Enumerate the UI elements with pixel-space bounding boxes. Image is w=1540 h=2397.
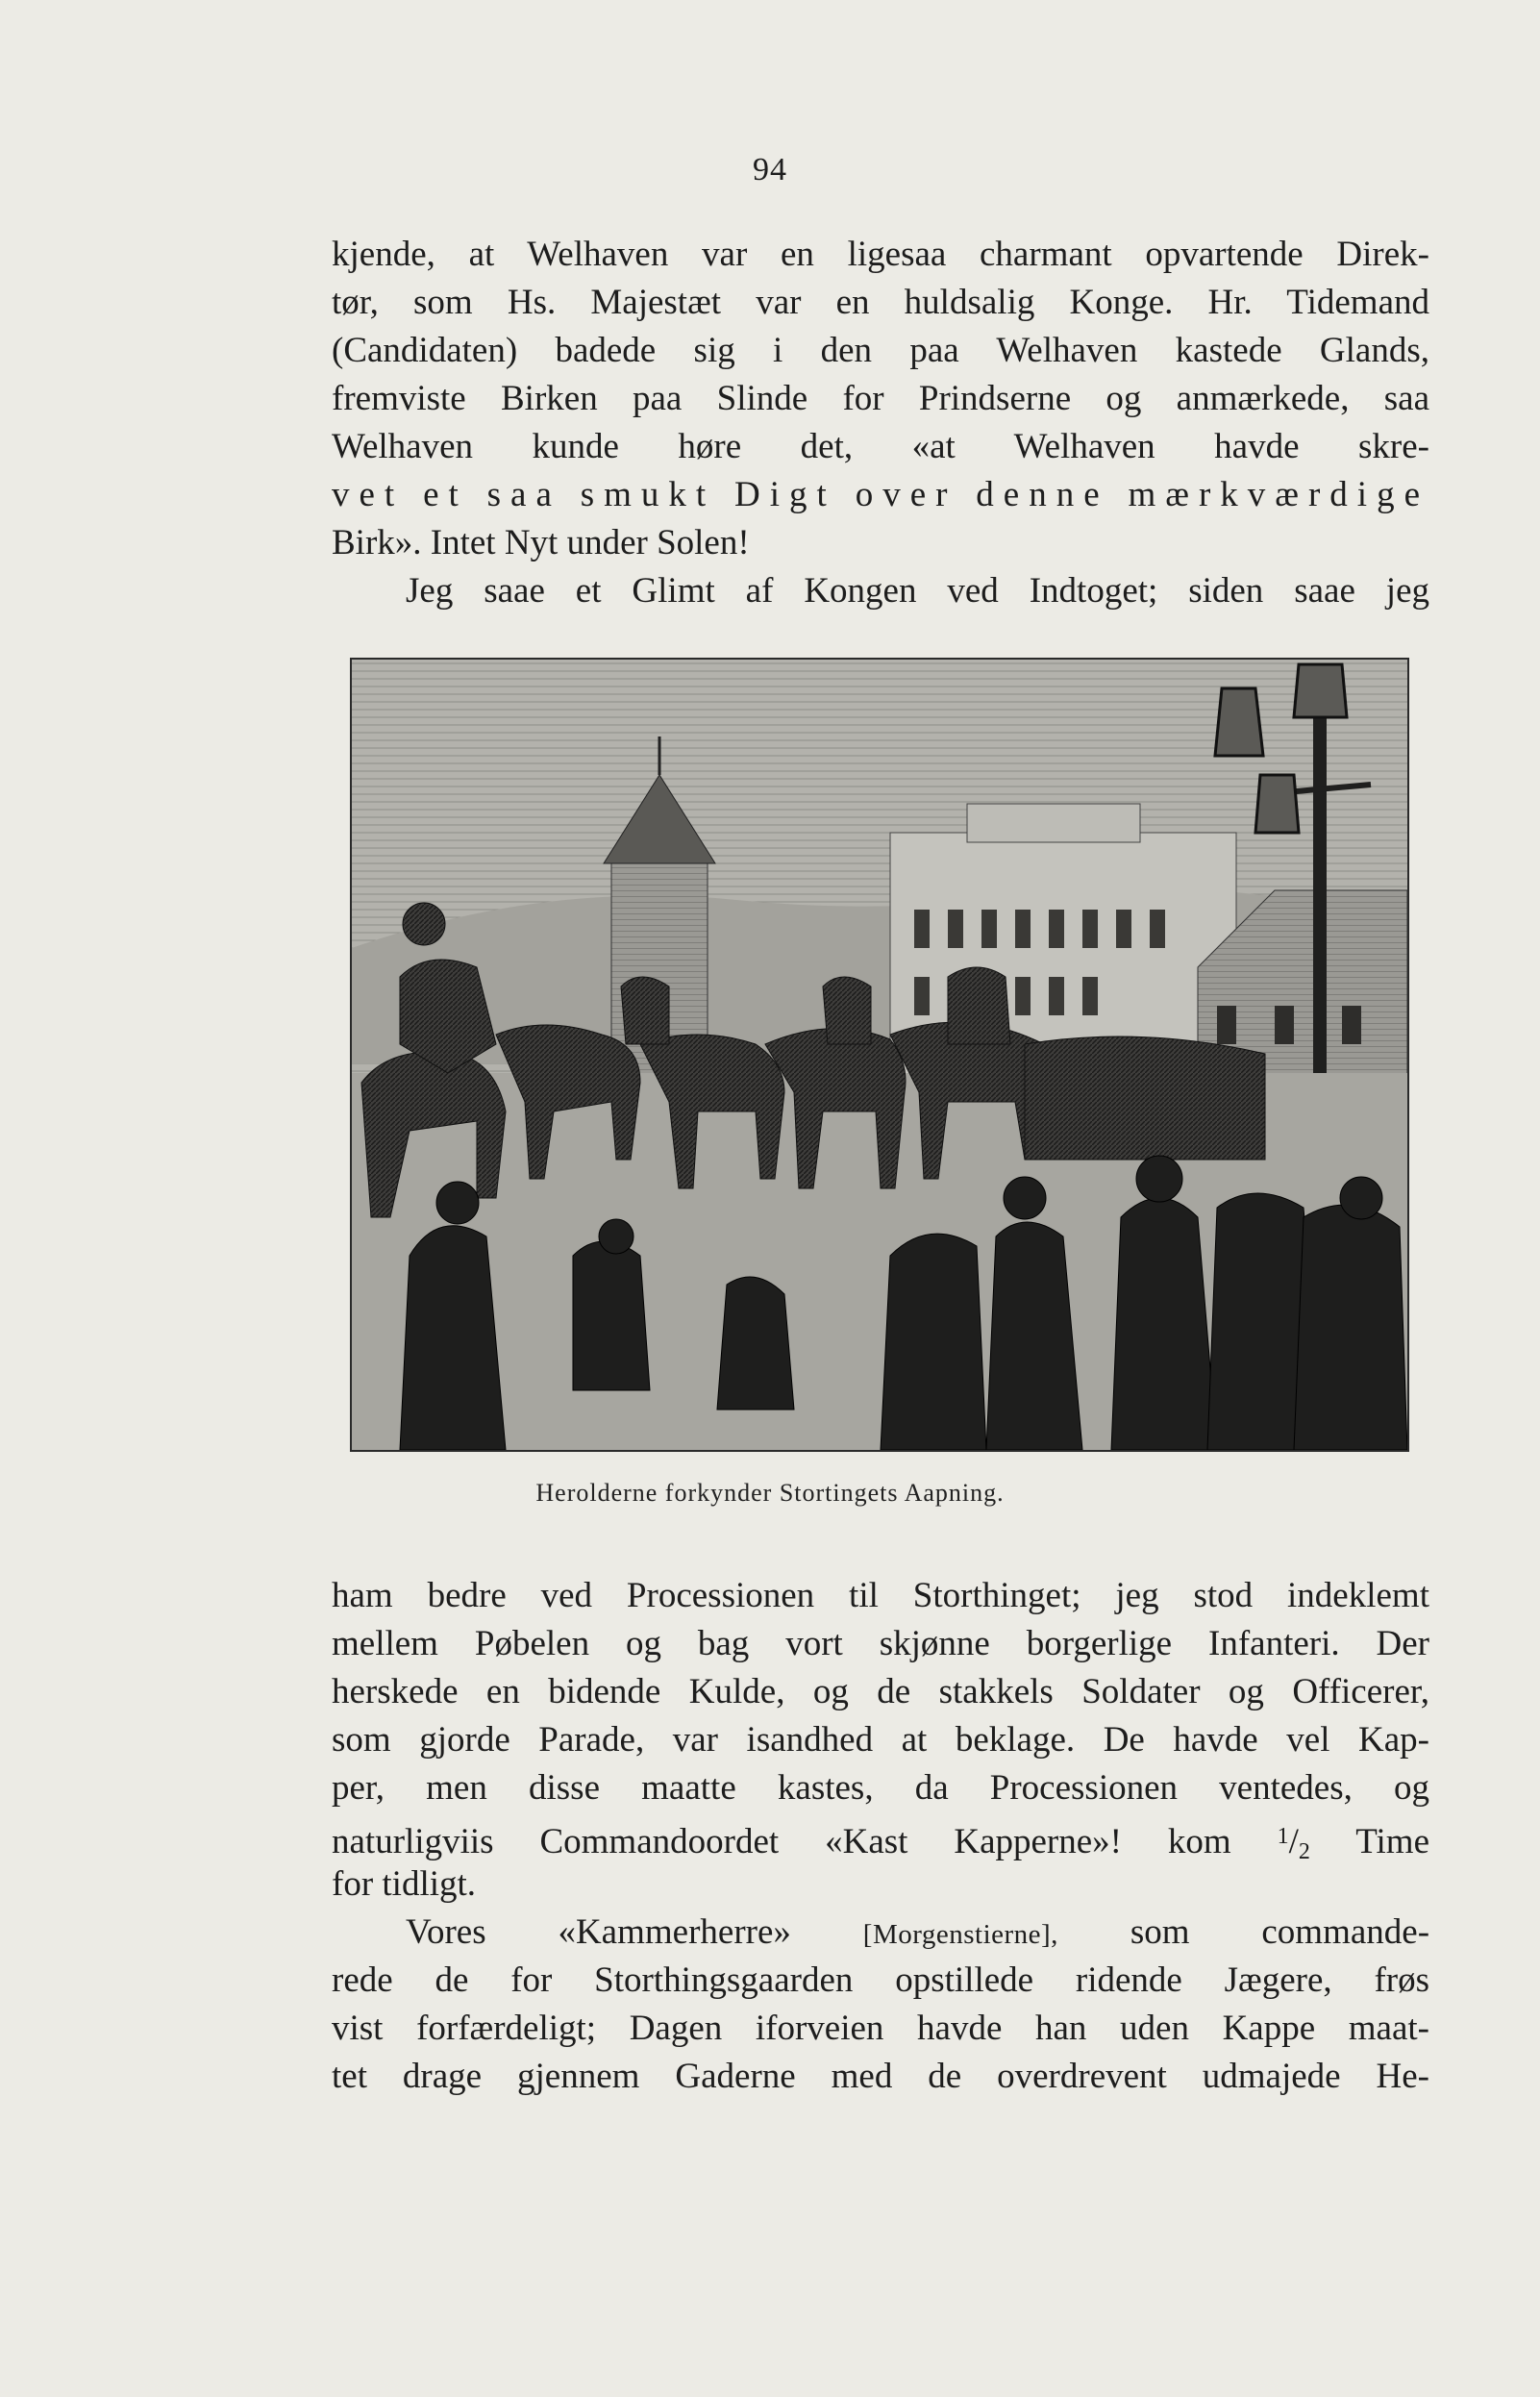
text-line: som gjorde Parade, var isandhed at beklage. De havde vel Kap-: [332, 1720, 1429, 1760]
text-line: Birk». Intet Nyt under Solen!: [332, 523, 750, 562]
text-fragment: som commande-: [1130, 1912, 1430, 1952]
text-line-with-bracket: [332, 1909, 1429, 1957]
text-line-spaced: vet et saa smukt Digt over denne mærkværdige: [332, 475, 1429, 514]
engraving-scene: [352, 660, 1407, 1450]
figure-caption: Herolderne forkynder Stortingets Aapning.: [535, 1479, 1005, 1507]
text-line: rede de for Storthingsgaarden opstillede ridende Jægere, frøs: [332, 1960, 1429, 2000]
text-line: tet drage gjennem Gaderne med de overdrevent udmajede He-: [332, 2057, 1429, 2096]
text-line: kjende, at Welhaven var en ligesaa charmant opvartende Direk-: [332, 235, 1429, 274]
fraction: $^1/_2$: [1277, 1822, 1310, 1864]
text-line: tør, som Hs. Majestæt var en huldsalig Konge. Hr. Tidemand: [332, 283, 1429, 322]
text-fragment: naturligviis Commandoordet «Kast Kapperne»! kom: [332, 1822, 1231, 1861]
text-line: vist forfærdeligt; Dagen iforveien havde han uden Kappe maat-: [332, 2009, 1429, 2048]
text-line: for tidligt.: [332, 1864, 477, 1904]
text-line: per, men disse maatte kastes, da Processionen ventedes, og: [332, 1768, 1429, 1808]
text-line: herskede en bidende Kulde, og de stakkels Soldater og Officerer,: [332, 1672, 1429, 1711]
text-line-with-fraction: [332, 1812, 1429, 1864]
text-block-bottom: [332, 1572, 1429, 2101]
text-block-top: [332, 231, 1429, 615]
text-line: mellem Pøbelen og bag vort skjønne borgerlige Infanteri. Der: [332, 1624, 1429, 1663]
text-fragment: Vores «Kammerherre»: [406, 1912, 791, 1952]
text-line: fremviste Birken paa Slinde for Prindserne og anmærkede, saa: [332, 379, 1429, 418]
text-fragment: Time: [1355, 1822, 1429, 1861]
page-number: 94: [753, 152, 787, 187]
text-line: ham bedre ved Processionen til Storthinget; jeg stod indeklemt: [332, 1576, 1429, 1615]
text-line: (Candidaten) badede sig i den paa Welhaven kastede Glands,: [332, 331, 1429, 370]
bracketed-name: [Morgenstierne],: [862, 1919, 1058, 1950]
text-line-spaced: Welhaven kunde høre det, «at Welhaven havde skre-: [332, 427, 1429, 466]
engraving-illustration: [350, 658, 1409, 1452]
text-line: Jeg saae et Glimt af Kongen ved Indtoget; siden saae jeg: [406, 571, 1429, 611]
